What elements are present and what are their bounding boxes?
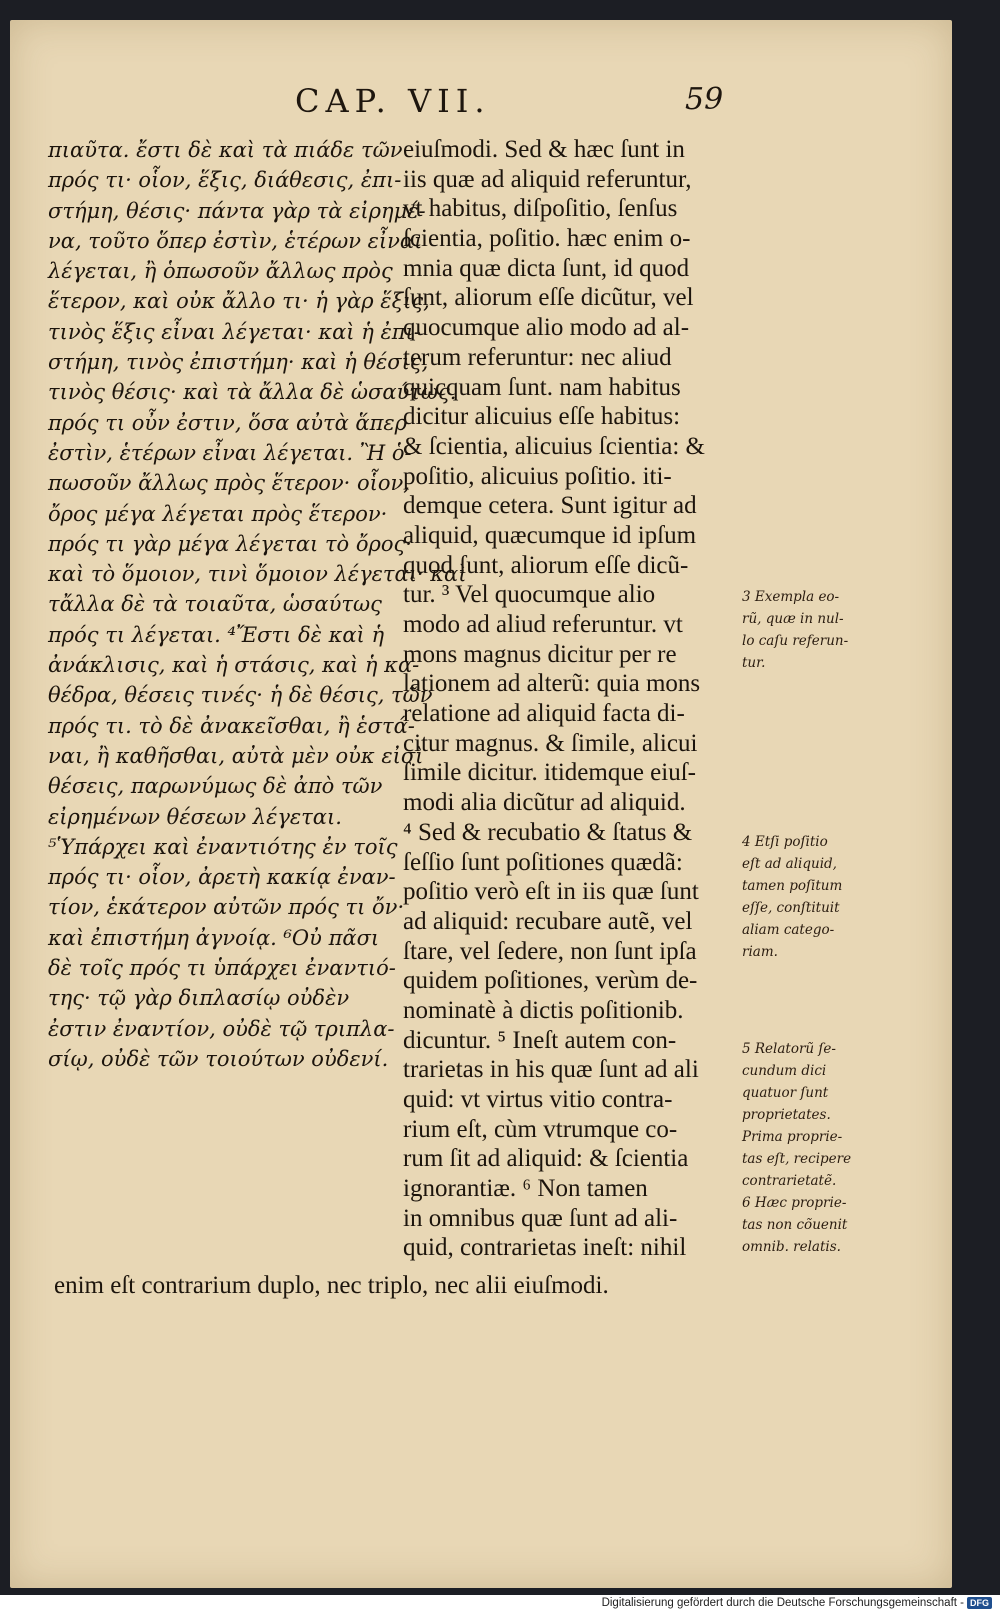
marginal-note-line: quatuor ſunt — [742, 1085, 829, 1101]
latin-text-line: ſimile dicitur. itidemque eiuſ- — [403, 759, 696, 787]
marginal-note-4 — [742, 831, 937, 963]
latin-text-line: eiuſmodi. Sed & hæc ſunt in — [403, 136, 685, 163]
marginal-note-line: lo caſu referun- — [742, 633, 849, 649]
latin-text-line: poſitio verò eſt in iis quæ ſunt — [403, 878, 699, 906]
latin-text-line: ⁴ Sed & recubatio & ſtatus & — [403, 818, 693, 846]
marginal-note-line: tur. — [742, 655, 766, 671]
latin-text-line: aliquid, quæcumque id ipſum — [403, 521, 697, 549]
marginal-note-line: tamen poſitum — [742, 878, 843, 894]
latin-text-line: poſitio, alicuius poſitio. iti- — [403, 462, 672, 490]
latin-text-line: relatione ad aliquid facta di- — [403, 700, 685, 728]
latin-text-line: modi alia dicũtur ad aliquid. — [403, 789, 686, 817]
latin-text-line: nominatè à dictis poſitionib. — [403, 996, 684, 1024]
greek-text-column — [48, 135, 467, 1074]
marginal-note-line: tas eſt, recipere — [742, 1151, 852, 1167]
latin-text-line: ignorantiæ. ⁶ Non tamen — [403, 1175, 648, 1203]
greek-text-line: πωσοῦν ἄλλως πρὸς ἕτερον· οἷον, — [48, 471, 410, 496]
latin-text-line: ſcientia, poſitio. hæc enim o- — [403, 225, 691, 253]
greek-text-line: της· τῷ γὰρ διπλασίῳ οὐδὲν — [48, 986, 350, 1011]
greek-text-line: θέσεις, παρωνύμως δὲ ἀπὸ τῶν — [48, 774, 383, 799]
greek-text-line: πρός τι οὖν ἐστιν, ὅσα αὐτὰ ἅπερ — [48, 410, 408, 435]
greek-text-line: ὄρος μέγα λέγεται πρὸς ἕτερον· — [48, 501, 388, 526]
marginal-note-line: 6 Hæc proprie- — [742, 1195, 847, 1211]
greek-text-line: ἕτερον, καὶ οὐκ ἄλλο τι· ἡ γὰρ ἕξις, — [48, 289, 430, 314]
greek-text-line: τινὸς ἕξις εἶναι λέγεται· καὶ ἡ ἐπι- — [48, 319, 421, 344]
latin-text-line: tur. ³ Vel quocumque alio — [403, 581, 656, 609]
latin-text-line: dicitur alicuius eſſe habitus: — [403, 403, 681, 431]
running-head — [10, 82, 952, 122]
greek-text-line: ⁵Ὑπάρχει καὶ ἐναντιότης ἐν τοῖς — [48, 834, 398, 859]
latin-text-column — [403, 135, 733, 1263]
credit-text: Digitalisierung gefördert durch die Deutsche Forschungsgemeinschaft - — [601, 1597, 964, 1610]
latin-text-line: vt habitus, diſpoſitio, ſenſus — [403, 195, 678, 223]
dfg-logo: DFG — [967, 1597, 992, 1609]
greek-text-line: καὶ τὸ ὅμοιον, τινὶ ὅμοιον λέγεται· καὶ — [48, 562, 467, 587]
latin-text-line: quicquam ſunt. nam habitus — [403, 373, 681, 401]
greek-text-line: τἄλλα δὲ τὰ τοιαῦτα, ὡσαύτως — [48, 592, 382, 617]
latin-text-line: ſtare, vel ſedere, non ſunt ipſa — [403, 937, 697, 965]
greek-text-line: τίον, ἑκάτερον αὐτῶν πρός τι ὄν· — [48, 895, 405, 920]
marginal-note-line: aliam catego- — [742, 922, 835, 938]
chapter-heading: CAP. VII. — [295, 82, 491, 120]
latin-text-line: trarietas in his quæ ſunt ad ali — [403, 1056, 699, 1084]
greek-text-line: πρός τι γὰρ μέγα λέγεται τὸ ὄρος· — [48, 531, 412, 556]
latin-text-line: quocumque alio modo ad al- — [403, 314, 690, 342]
latin-text-line: in omnibus quæ ſunt ad ali- — [403, 1204, 678, 1232]
marginal-note-line: 4 Etſi poſitio — [742, 834, 828, 850]
latin-text-line: modo ad aliud referuntur. vt — [403, 611, 683, 638]
latin-closing-line: enim eſt contrarium duplo, nec triplo, nec alii eiuſmodi. — [54, 1272, 609, 1299]
latin-text-line: quod ſunt, aliorum eſſe dicũ- — [403, 551, 689, 579]
greek-text-line: να, τοῦτο ὅπερ ἐστὶν, ἑτέρων εἶναι — [48, 228, 423, 253]
marginal-note-5 — [742, 1038, 937, 1258]
greek-text-line: ναι, ἢ καθῆσθαι, αὐτὰ μὲν οὐκ εἰσὶ — [48, 743, 424, 768]
greek-text-line: πρός τι λέγεται. ⁴Ἔστι δὲ καὶ ἡ — [48, 622, 385, 647]
marginal-note-line: tas non cõuenit — [742, 1217, 848, 1233]
latin-text-line: mnia quæ dicta ſunt, id quod — [403, 254, 690, 282]
greek-text-line: ἐστὶν, ἑτέρων εἶναι λέγεται. Ἢ ὁ- — [48, 440, 412, 465]
latin-text-line: quidem poſitiones, verùm de- — [403, 967, 698, 995]
latin-text-line: ſeſſio ſunt poſitiones quædã: — [403, 848, 683, 876]
book-page — [10, 20, 952, 1588]
digitization-credit — [602, 1597, 992, 1609]
greek-text-line: τινὸς θέσις· καὶ τὰ ἄλλα δὲ ὡσαύτως. — [48, 380, 457, 405]
greek-text-line: πρός τι. τὸ δὲ ἀνακεῖσθαι, ἢ ἑστά- — [48, 713, 415, 738]
latin-text-line: mons magnus dicitur per re — [403, 640, 677, 668]
greek-text-line: στήμη, τινὸς ἐπιστήμη· καὶ ἡ θέσις, — [48, 350, 429, 375]
greek-text-line: ἐστιν ἐναντίον, οὐδὲ τῷ τριπλα- — [48, 1016, 395, 1041]
latin-text-line: quid, contrarietas ineſt: nihil — [403, 1234, 687, 1262]
greek-text-line: καὶ ἐπιστήμη ἀγνοίᾳ. ⁶Οὐ πᾶσι — [48, 925, 380, 950]
latin-text-line: lationem ad alterũ: quia mons — [403, 670, 701, 698]
marginal-note-line: eſſe, conſtituit — [742, 900, 840, 916]
greek-text-line: ἀνάκλισις, καὶ ἡ στάσις, καὶ ἡ κα- — [48, 653, 420, 678]
greek-text-line: λέγεται, ἢ ὁπωσοῦν ἄλλως πρὸς — [48, 259, 393, 284]
latin-text-line: demque cetera. Sunt igitur ad — [403, 492, 697, 520]
marginal-note-line: cundum dici — [742, 1063, 827, 1079]
marginal-note-3 — [742, 586, 937, 674]
marginal-note-line: rũ, quæ in nul- — [742, 611, 844, 627]
latin-text-line: iis quæ ad aliquid referuntur, — [403, 165, 692, 193]
page-number: 59 — [685, 82, 724, 117]
latin-text-line: rium eſt, cùm vtrumque co- — [403, 1115, 678, 1143]
latin-text-line: dicuntur. ⁵ Ineſt autem con- — [403, 1026, 677, 1054]
greek-text-line: θέδρα, θέσεις τινές· ἡ δὲ θέσις, τῶν — [48, 683, 433, 708]
latin-text-line: ad aliquid: recubare autẽ, vel — [403, 907, 693, 935]
marginal-note-line: proprietates. — [742, 1107, 831, 1123]
latin-text-line: ſunt, aliorum eſſe dicũtur, vel — [403, 284, 694, 312]
latin-text-line: quid: vt virtus vitio contra- — [403, 1086, 673, 1113]
greek-text-line: σίῳ, οὐδὲ τῶν τοιούτων οὐδενί. — [48, 1046, 389, 1071]
greek-text-line: στήμη, θέσις· πάντα γὰρ τὰ εἰρημέ- — [48, 198, 426, 223]
marginal-note-line: contrarietatẽ. — [742, 1173, 837, 1189]
marginal-note-line: 5 Relatorũ ſe- — [742, 1041, 836, 1057]
latin-text-line: & ſcientia, alicuius ſcientia: & — [403, 432, 705, 460]
latin-text-line: citur magnus. & ſimile, alicui — [403, 729, 698, 757]
marginal-note-line: omnib. relatis. — [742, 1239, 841, 1255]
greek-text-line: δὲ τοῖς πρός τι ὑπάρχει ἐναντιό- — [48, 956, 396, 981]
marginal-note-line: Prima proprie- — [742, 1129, 843, 1145]
latin-text-line: terum referuntur: nec aliud — [403, 343, 672, 371]
marginal-note-line: eſt ad aliquid, — [742, 856, 837, 872]
latin-text-line: rum ſit ad aliquid: & ſcientia — [403, 1145, 689, 1173]
greek-text-line: εἰρημένων θέσεων λέγεται. — [48, 804, 342, 829]
greek-text-line: πιαῦτα. ἔστι δὲ καὶ τὰ πιάδε τῶν — [48, 138, 403, 162]
greek-text-line: πρός τι· οἷον, ἀρετὴ κακίᾳ ἐναν- — [48, 865, 396, 890]
marginal-note-line: 3 Exempla eo- — [742, 589, 840, 605]
marginal-note-line: riam. — [742, 944, 778, 960]
greek-text-line: πρός τι· οἷον, ἕξις, διάθεσις, ἐπι- — [48, 168, 402, 193]
